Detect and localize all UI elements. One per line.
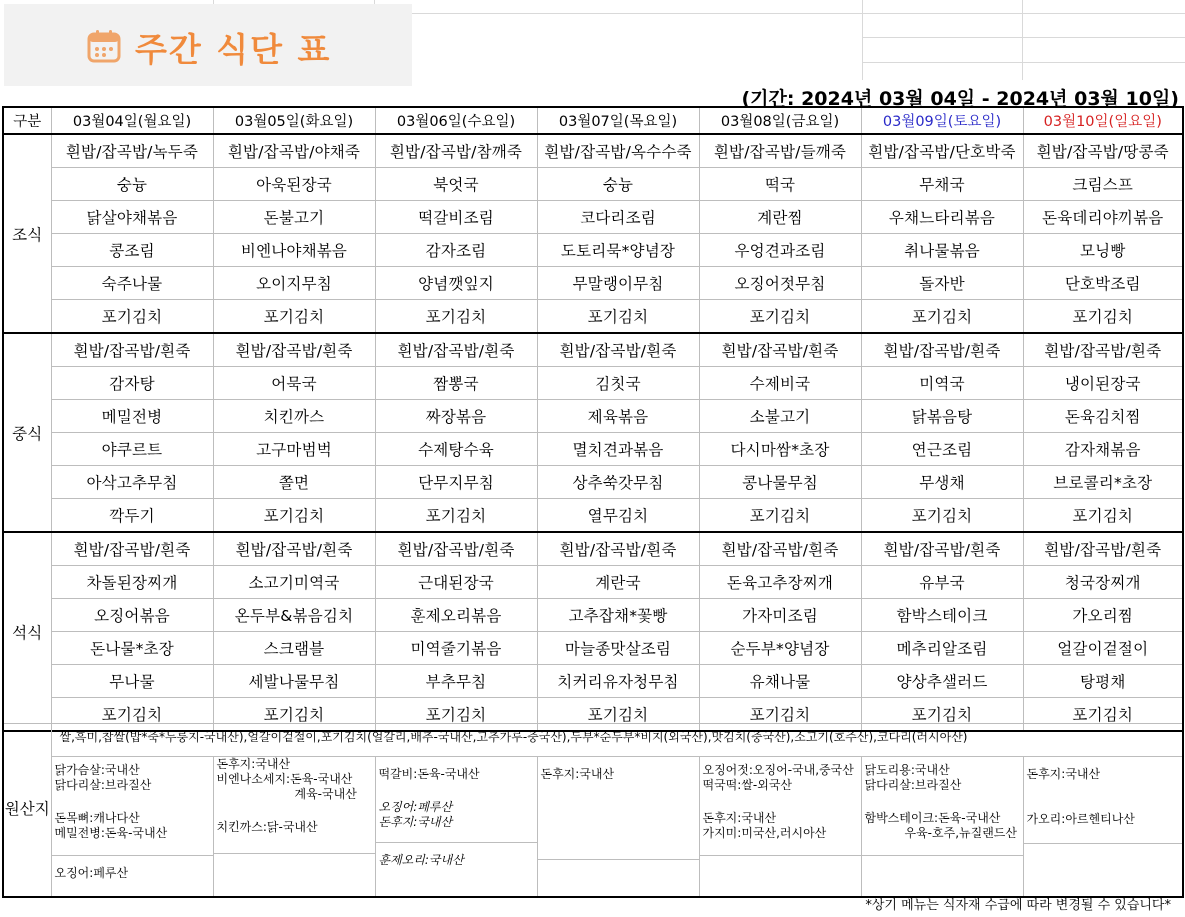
- menu-cell: 무생채: [861, 466, 1023, 499]
- menu-cell: 아욱된장국: [213, 168, 375, 201]
- menu-cell: 포기김치: [51, 698, 213, 732]
- menu-cell: 흰밥/잡곡밥/흰죽: [213, 532, 375, 566]
- menu-cell: 가자미조림: [699, 599, 861, 632]
- menu-row: [3, 433, 1183, 466]
- menu-cell: 치킨까스: [213, 400, 375, 433]
- menu-cell: 순두부*양념장: [699, 632, 861, 665]
- menu-row: [3, 333, 1183, 367]
- menu-cell: 훈제오리볶음: [375, 599, 537, 632]
- origin-line: 가오리:아르헨티나산: [1026, 812, 1135, 826]
- origin-line: 닭도리용:국내산: [864, 763, 950, 777]
- origin-line: 가지미:미국산,러시아산: [702, 826, 827, 840]
- weekly-menu-table: [2, 106, 1184, 732]
- menu-cell: 양념깻잎지: [375, 267, 537, 300]
- menu-cell: 열무김치: [537, 499, 699, 533]
- menu-cell: 돈육데리야끼볶음: [1023, 201, 1183, 234]
- menu-cell: 냉이된장국: [1023, 367, 1183, 400]
- menu-cell: 근대된장국: [375, 566, 537, 599]
- menu-cell: 포기김치: [861, 499, 1023, 533]
- menu-cell: 흰밥/잡곡밥/흰죽: [861, 532, 1023, 566]
- menu-cell: 포기김치: [1023, 499, 1183, 533]
- menu-cell: 수제탕수육: [375, 433, 537, 466]
- menu-cell: 소불고기: [699, 400, 861, 433]
- calendar-icon: [87, 29, 121, 63]
- menu-cell: 흰밥/잡곡밥/흰죽: [51, 532, 213, 566]
- menu-cell: 치커리유자청무침: [537, 665, 699, 698]
- gridline: [412, 13, 1185, 14]
- header-label: 구분: [3, 107, 51, 134]
- menu-cell: 유채나물: [699, 665, 861, 698]
- menu-cell: 포기김치: [1023, 698, 1183, 732]
- menu-cell: 감자채볶음: [1023, 433, 1183, 466]
- origin-thu: [537, 757, 699, 897]
- origin-line: 돈목뼈:캐나다산: [54, 811, 140, 825]
- menu-cell: 깍두기: [51, 499, 213, 533]
- page-title: 주간 식단 표: [135, 30, 332, 69]
- menu-cell: 모닝빵: [1023, 234, 1183, 267]
- menu-cell: 포기김치: [699, 499, 861, 533]
- menu-cell: 흰밥/잡곡밥/흰죽: [1023, 333, 1183, 367]
- menu-cell: 세발나물무침: [213, 665, 375, 698]
- menu-cell: 포기김치: [1023, 300, 1183, 334]
- menu-cell: 멸치견과볶음: [537, 433, 699, 466]
- menu-cell: 떡국: [699, 168, 861, 201]
- menu-cell: 무말랭이무침: [537, 267, 699, 300]
- menu-cell: 흰밥/잡곡밥/흰죽: [375, 532, 537, 566]
- menu-cell: 돈불고기: [213, 201, 375, 234]
- menu-cell: 콩나물무침: [699, 466, 861, 499]
- menu-cell: 미역국: [861, 367, 1023, 400]
- menu-row: [3, 134, 1183, 168]
- menu-cell: 포기김치: [537, 698, 699, 732]
- menu-cell: 온두부&볶음김치: [213, 599, 375, 632]
- menu-cell: 우엉견과조림: [699, 234, 861, 267]
- menu-cell: 숙주나물: [51, 267, 213, 300]
- origin-line: 돈후지:국내산: [702, 811, 777, 825]
- menu-cell: 제육볶음: [537, 400, 699, 433]
- menu-cell: 크림스프: [1023, 168, 1183, 201]
- menu-cell: 고구마범벅: [213, 433, 375, 466]
- menu-cell: 마늘종맛살조림: [537, 632, 699, 665]
- meal-label: 중식: [3, 333, 51, 532]
- notice-text: *상기 메뉴는 식자재 수급에 따라 변경될 수 있습니다*: [865, 898, 1171, 913]
- gridline: [1022, 0, 1023, 80]
- menu-cell: 오징어젓무침: [699, 267, 861, 300]
- menu-cell: 흰밥/잡곡밥/단호박죽: [861, 134, 1023, 168]
- menu-cell: 흰밥/잡곡밥/들깨죽: [699, 134, 861, 168]
- menu-cell: 포기김치: [699, 300, 861, 334]
- menu-row: [3, 168, 1183, 201]
- menu-cell: 차돌된장찌개: [51, 566, 213, 599]
- menu-cell: 가오리찜: [1023, 599, 1183, 632]
- menu-cell: 계란찜: [699, 201, 861, 234]
- gridline: [862, 37, 1185, 38]
- menu-cell: 포기김치: [375, 698, 537, 732]
- origin-sun: [1023, 757, 1183, 897]
- origin-line: 닭다리살:브라질산: [54, 778, 152, 792]
- gridline: [862, 0, 863, 80]
- menu-cell: 양상추샐러드: [861, 665, 1023, 698]
- menu-cell: 무채국: [861, 168, 1023, 201]
- origin-line: 함박스테이크:돈육-국내산: [864, 811, 1001, 825]
- menu-row: [3, 234, 1183, 267]
- menu-row: [3, 532, 1183, 566]
- period-text: (기간: 2024년 03월 04일 - 2024년 03월 10일): [741, 88, 1179, 110]
- menu-cell: 취나물볶음: [861, 234, 1023, 267]
- origin-line: 돈후지:국내산: [378, 815, 453, 829]
- menu-cell: 흰밥/잡곡밥/흰죽: [375, 333, 537, 367]
- menu-row: [3, 300, 1183, 334]
- menu-cell: 포기김치: [213, 698, 375, 732]
- menu-cell: 김칫국: [537, 367, 699, 400]
- menu-cell: 떡갈비조림: [375, 201, 537, 234]
- origin-line: 떡국떡:쌀-외국산: [702, 778, 793, 792]
- day-header: 03월10일(일요일): [1023, 107, 1183, 134]
- menu-row: [3, 599, 1183, 632]
- menu-cell: 감자탕: [51, 367, 213, 400]
- menu-cell: 수제비국: [699, 367, 861, 400]
- menu-cell: 비엔나야채볶음: [213, 234, 375, 267]
- menu-cell: 돌자반: [861, 267, 1023, 300]
- menu-cell: 단무지무침: [375, 466, 537, 499]
- origin-line: 닭가슴살:국내산: [54, 763, 140, 777]
- origin-common: [51, 724, 1183, 757]
- origin-line: 오징어젓:오징어-국내,중국산: [702, 763, 854, 777]
- menu-row: [3, 566, 1183, 599]
- menu-cell: 흰밥/잡곡밥/흰죽: [537, 333, 699, 367]
- origin-line: 돈후지:국내산: [1026, 767, 1101, 781]
- menu-cell: 닭볶음탕: [861, 400, 1023, 433]
- menu-cell: 콩조림: [51, 234, 213, 267]
- gridline: [862, 62, 1185, 63]
- menu-cell: 유부국: [861, 566, 1023, 599]
- menu-cell: 스크램블: [213, 632, 375, 665]
- origin-line: 비엔나소세지:돈육-국내산: [216, 772, 353, 786]
- menu-cell: 쫄면: [213, 466, 375, 499]
- menu-cell: 포기김치: [699, 698, 861, 732]
- origin-line: 우육-호주,뉴질랜드산: [904, 826, 1017, 840]
- menu-cell: 메추리알조림: [861, 632, 1023, 665]
- menu-cell: 흰밥/잡곡밥/흰죽: [537, 532, 699, 566]
- menu-cell: 흰밥/잡곡밥/참깨죽: [375, 134, 537, 168]
- menu-cell: 도토리묵*양념장: [537, 234, 699, 267]
- origin-line: 떡갈비:돈육-국내산: [378, 767, 480, 781]
- menu-cell: 숭늉: [537, 168, 699, 201]
- origin-line: 오징어:페루산: [54, 866, 129, 880]
- origin-line: 돈후지:국내산: [216, 757, 291, 771]
- menu-cell: 메밀전병: [51, 400, 213, 433]
- menu-cell: 상추쑥갓무침: [537, 466, 699, 499]
- origin-mon: [51, 757, 213, 897]
- meal-label: 석식: [3, 532, 51, 731]
- menu-cell: 포기김치: [375, 300, 537, 334]
- menu-cell: 돈육김치찜: [1023, 400, 1183, 433]
- origin-line: 치킨까스:닭-국내산: [216, 820, 318, 834]
- origin-line: 오징어:페루산: [378, 800, 453, 814]
- menu-cell: 얼갈이겉절이: [1023, 632, 1183, 665]
- menu-cell: 흰밥/잡곡밥/옥수수죽: [537, 134, 699, 168]
- header-row: [3, 107, 1183, 134]
- menu-cell: 포기김치: [375, 499, 537, 533]
- origin-common-text: 쌀,흑미,찹쌀(밥*죽*누룽지-국내산),얼갈이겉절이,포기김치(얼갈리,배추-국내산,고추가루-중국산),두부*순두부*비지(외국산),맛김치(중국산),소고기(호주산),코다리(러시아산): [59, 730, 968, 744]
- menu-cell: 어묵국: [213, 367, 375, 400]
- day-header: 03월08일(금요일): [699, 107, 861, 134]
- origin-fri: [699, 757, 861, 897]
- menu-cell: 흰밥/잡곡밥/흰죽: [699, 532, 861, 566]
- menu-cell: 오이지무침: [213, 267, 375, 300]
- menu-cell: 단호박조림: [1023, 267, 1183, 300]
- menu-cell: 돈나물*초장: [51, 632, 213, 665]
- day-header: 03월04일(월요일): [51, 107, 213, 134]
- menu-cell: 계란국: [537, 566, 699, 599]
- menu-row: [3, 201, 1183, 234]
- day-header: 03월07일(목요일): [537, 107, 699, 134]
- menu-cell: 포기김치: [861, 698, 1023, 732]
- origin-line: 훈제오리:국내산: [378, 853, 464, 867]
- menu-cell: 흰밥/잡곡밥/흰죽: [1023, 532, 1183, 566]
- menu-cell: 청국장찌개: [1023, 566, 1183, 599]
- day-header: 03월05일(화요일): [213, 107, 375, 134]
- origin-line: 계육-국내산: [294, 787, 357, 801]
- menu-cell: 오징어볶음: [51, 599, 213, 632]
- origin-line: 닭다리살:브라질산: [864, 778, 962, 792]
- origin-line: 메밀전병:돈육-국내산: [54, 826, 168, 840]
- menu-row: [3, 466, 1183, 499]
- meal-label: 조식: [3, 134, 51, 333]
- menu-cell: 숭늉: [51, 168, 213, 201]
- origin-sat: [861, 757, 1023, 897]
- day-header: 03월09일(토요일): [861, 107, 1023, 134]
- menu-row: [3, 499, 1183, 533]
- origin-line: 돈후지:국내산: [540, 767, 615, 781]
- menu-cell: 함박스테이크: [861, 599, 1023, 632]
- menu-cell: 탕평채: [1023, 665, 1183, 698]
- menu-cell: 브로콜리*초장: [1023, 466, 1183, 499]
- menu-cell: 북엇국: [375, 168, 537, 201]
- menu-cell: 흰밥/잡곡밥/땅콩죽: [1023, 134, 1183, 168]
- menu-cell: 부추무침: [375, 665, 537, 698]
- menu-cell: 포기김치: [213, 300, 375, 334]
- menu-cell: 닭살야채볶음: [51, 201, 213, 234]
- menu-cell: 돈육고추장찌개: [699, 566, 861, 599]
- menu-cell: 다시마쌈*초장: [699, 433, 861, 466]
- menu-cell: 야쿠르트: [51, 433, 213, 466]
- menu-cell: 흰밥/잡곡밥/흰죽: [861, 333, 1023, 367]
- menu-cell: 아삭고추무침: [51, 466, 213, 499]
- menu-cell: 짬뽕국: [375, 367, 537, 400]
- menu-row: [3, 400, 1183, 433]
- menu-cell: 흰밥/잡곡밥/녹두죽: [51, 134, 213, 168]
- menu-cell: 포기김치: [537, 300, 699, 334]
- menu-cell: 연근조림: [861, 433, 1023, 466]
- menu-cell: 흰밥/잡곡밥/야채죽: [213, 134, 375, 168]
- menu-cell: 감자조림: [375, 234, 537, 267]
- menu-cell: 포기김치: [213, 499, 375, 533]
- origin-label: 원산지: [3, 724, 51, 897]
- menu-row: [3, 267, 1183, 300]
- menu-cell: 흰밥/잡곡밥/흰죽: [51, 333, 213, 367]
- menu-cell: 우채느타리볶음: [861, 201, 1023, 234]
- menu-cell: 포기김치: [51, 300, 213, 334]
- menu-cell: 미역줄기볶음: [375, 632, 537, 665]
- menu-row: [3, 367, 1183, 400]
- day-header: 03월06일(수요일): [375, 107, 537, 134]
- menu-cell: 고추잡채*꽃빵: [537, 599, 699, 632]
- menu-cell: 흰밥/잡곡밥/흰죽: [699, 333, 861, 367]
- menu-cell: 소고기미역국: [213, 566, 375, 599]
- menu-cell: 짜장볶음: [375, 400, 537, 433]
- origin-tue: [213, 757, 375, 897]
- menu-row: [3, 632, 1183, 665]
- menu-row: [3, 665, 1183, 698]
- menu-cell: 흰밥/잡곡밥/흰죽: [213, 333, 375, 367]
- origin-table: [2, 723, 1184, 898]
- menu-cell: 포기김치: [861, 300, 1023, 334]
- menu-cell: 코다리조림: [537, 201, 699, 234]
- origin-wed: [375, 757, 537, 897]
- menu-cell: 무나물: [51, 665, 213, 698]
